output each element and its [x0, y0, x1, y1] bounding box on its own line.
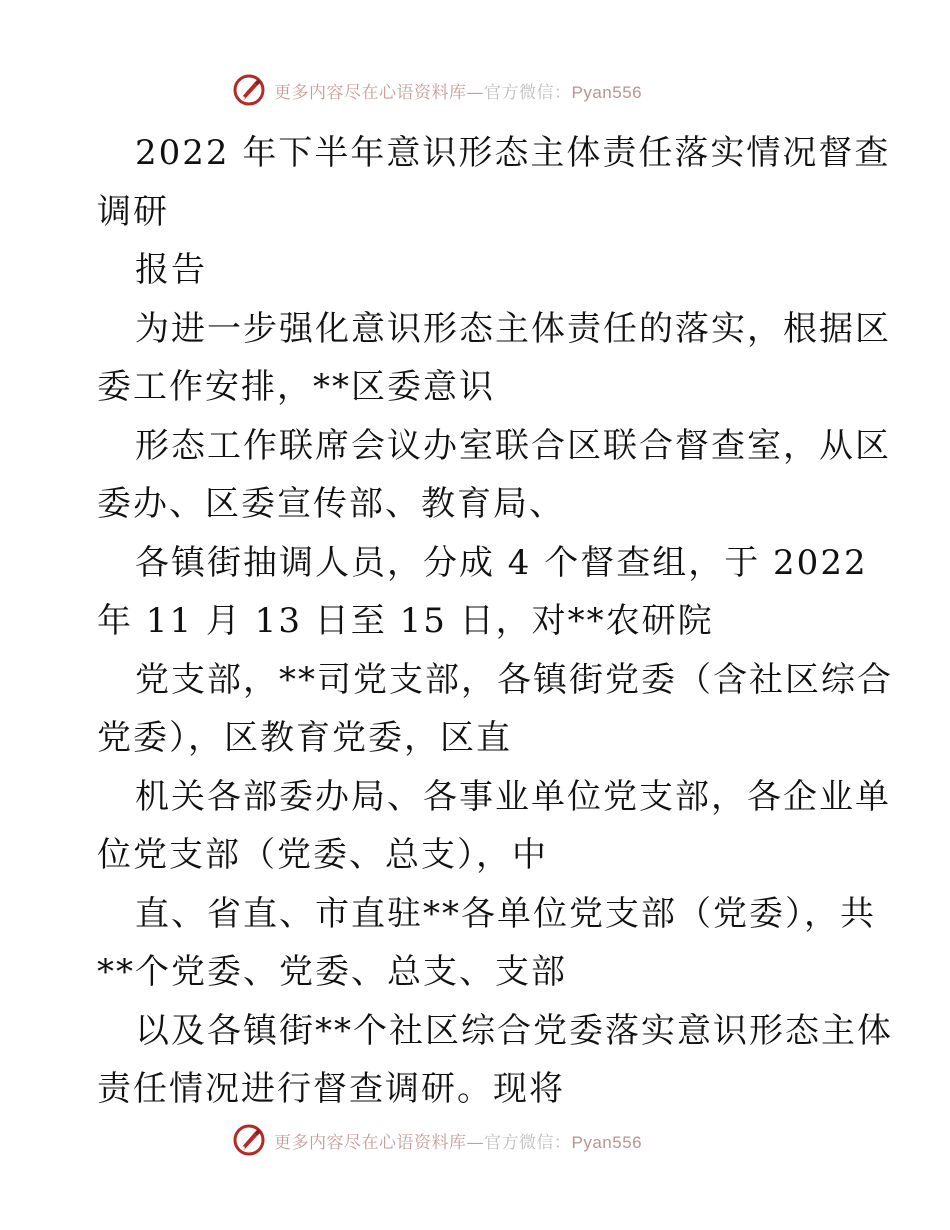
pen-logo-icon [232, 73, 266, 107]
watermark-main: 更多内容尽在心语资料库 [274, 82, 467, 103]
watermark-text [274, 1128, 642, 1153]
watermark-id: Pyan556 [571, 1132, 643, 1152]
paragraph-line: **个党委、党委、总支、支部 [97, 952, 567, 992]
footer-watermark [232, 1120, 792, 1160]
paragraph-line: 各镇街抽调人员，分成 4 个督查组，于 2022 [135, 542, 868, 583]
paragraph-line: 委办、区委宣传部、教育局、 [97, 484, 565, 524]
watermark-text [274, 78, 642, 103]
header-watermark [232, 70, 792, 110]
paragraph-line: 以及各镇街**个社区综合党委落实意识形态主体 [135, 1010, 893, 1051]
watermark-dash: — [466, 82, 484, 103]
paragraph-line: 责任情况进行督查调研。现将 [97, 1069, 565, 1109]
paragraph-line: 机关各部委办局、各事业单位党支部，各企业单 [135, 776, 891, 817]
pen-logo-icon [232, 1123, 266, 1157]
watermark-dash: — [466, 1132, 484, 1153]
paragraph-line: 位党支部（党委、总支），中 [97, 835, 548, 875]
paragraph-line: 直、省直、市直驻**各单位党支部（党委），共 [135, 893, 876, 934]
document-body [97, 124, 893, 1119]
watermark-wechat: 官方微信： [484, 1132, 572, 1153]
title-line-1: 2022 年下半年意识形态主体责任落实情况督查 [135, 133, 891, 173]
paragraph-line: 党委），区教育党委，区直 [97, 718, 512, 758]
paragraph-line: 为进一步强化意识形态主体责任的落实，根据区 [135, 308, 891, 349]
paragraph-line: 党支部，**司党支部，各镇街党委（含社区综合 [135, 659, 893, 700]
paragraph-line: 形态工作联席会议办室联合区联合督查室，从区 [135, 425, 891, 466]
title-line-2: 调研 [97, 191, 169, 232]
paragraph-line: 年 11 月 13 日至 15 日，对**农研院 [97, 601, 714, 641]
watermark-main: 更多内容尽在心语资料库 [274, 1132, 467, 1153]
watermark-wechat: 官方微信： [484, 82, 572, 103]
title-line-3: 报告 [135, 250, 207, 290]
watermark-id: Pyan556 [571, 82, 643, 102]
paragraph-line: 委工作安排，**区委意识 [97, 367, 495, 407]
